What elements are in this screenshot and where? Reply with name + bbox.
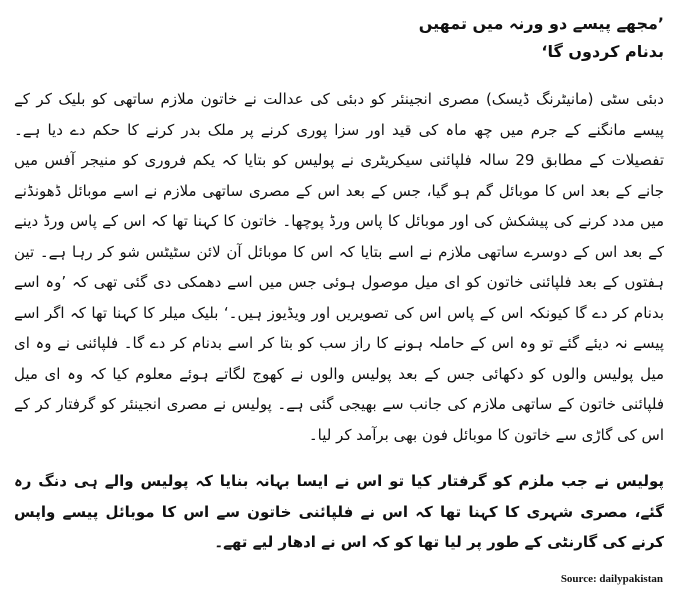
article-headline: ’مجھے پیسے دو ورنہ میں تمھیں بدنام کردوں گا‘ xyxy=(418,14,664,61)
article-paragraph-1: دبئی سٹی (مانیٹرنگ ڈیسک) مصری انجینئر کو دبئی کی عدالت نے خاتون ملازم ساتھی کو بلیک کر کے پیسے مانگنے کے جرم میں چھ ماہ کی قید اور سزا پوری کرنے پر ملک بدر کرنے کا حکم دے دیا ہے۔ تفصیلات کے مطابق 29 سالہ فلپائنی سیکریٹری نے پولیس کو بتایا کہ یکم فروری کو منیجر آفس میں جانے کے بعد اس کا موبائل گم ہو گیا، جس کے بعد اس کے مصری ساتھی ملازم نے اسے موبائل ڈھونڈنے میں مدد کرنے کی پیشکش کی اور موبائل کا پاس ورڈ پوچھا۔ خاتون کا کہنا تھا کہ اس کے پاس ورڈ دینے کے بعد اس کے دوسرے ساتھی ملازم نے اسے بتایا کہ اس کا موبائل آن لائن سٹیٹس شو کر رہا ہے۔ تین ہفتوں کے بعد فلپائنی خاتون کو ای میل موصول ہوئی جس میں اسے دھمکی دی گئی تھی کہ ’وہ اسے بدنام کر دے گا کیونکہ اس کے پاس اس کی تصویریں اور ویڈیوز ہیں۔‘ بلیک میلر کا کہنا تھا کہ اگر اسے پیسے نہ دیئے گئے تو وہ اس کے حاملہ ہونے کا راز سب کو بتا کر اسے بدنام کر دے گا۔ فلپائنی نے وہ ای میل پولیس والوں کو دکھائی جس کے بعد پولیس والوں نے کھوج لگاتے ہوئے معلوم کیا کہ وہ ای میل فلپائنی خاتون کے ساتھی ملازم کی جانب سے بھیجی گئی ہے۔ پولیس نے مصری انجینئر کو گرفتار کر کے اس کی گاڑی سے خاتون کا موبائل فون بھی برآمد کر لیا۔ xyxy=(14,90,664,444)
article-paragraph-2: پولیس نے جب ملزم کو گرفتار کیا تو اس نے ایسا بہانہ بنایا کہ پولیس والے ہی دنگ رہ گئے، مصری شہری کا کہنا تھا کہ اس نے فلپائنی خاتون سے اس کا موبائل پیسے واپس کرنے کی گارنٹی کے طور پر لیا تھا کو کہ اس نے ادھار لیے تھے۔ xyxy=(14,472,664,551)
article xyxy=(14,10,664,558)
source-credit: Source: dailypakistan xyxy=(560,573,663,585)
